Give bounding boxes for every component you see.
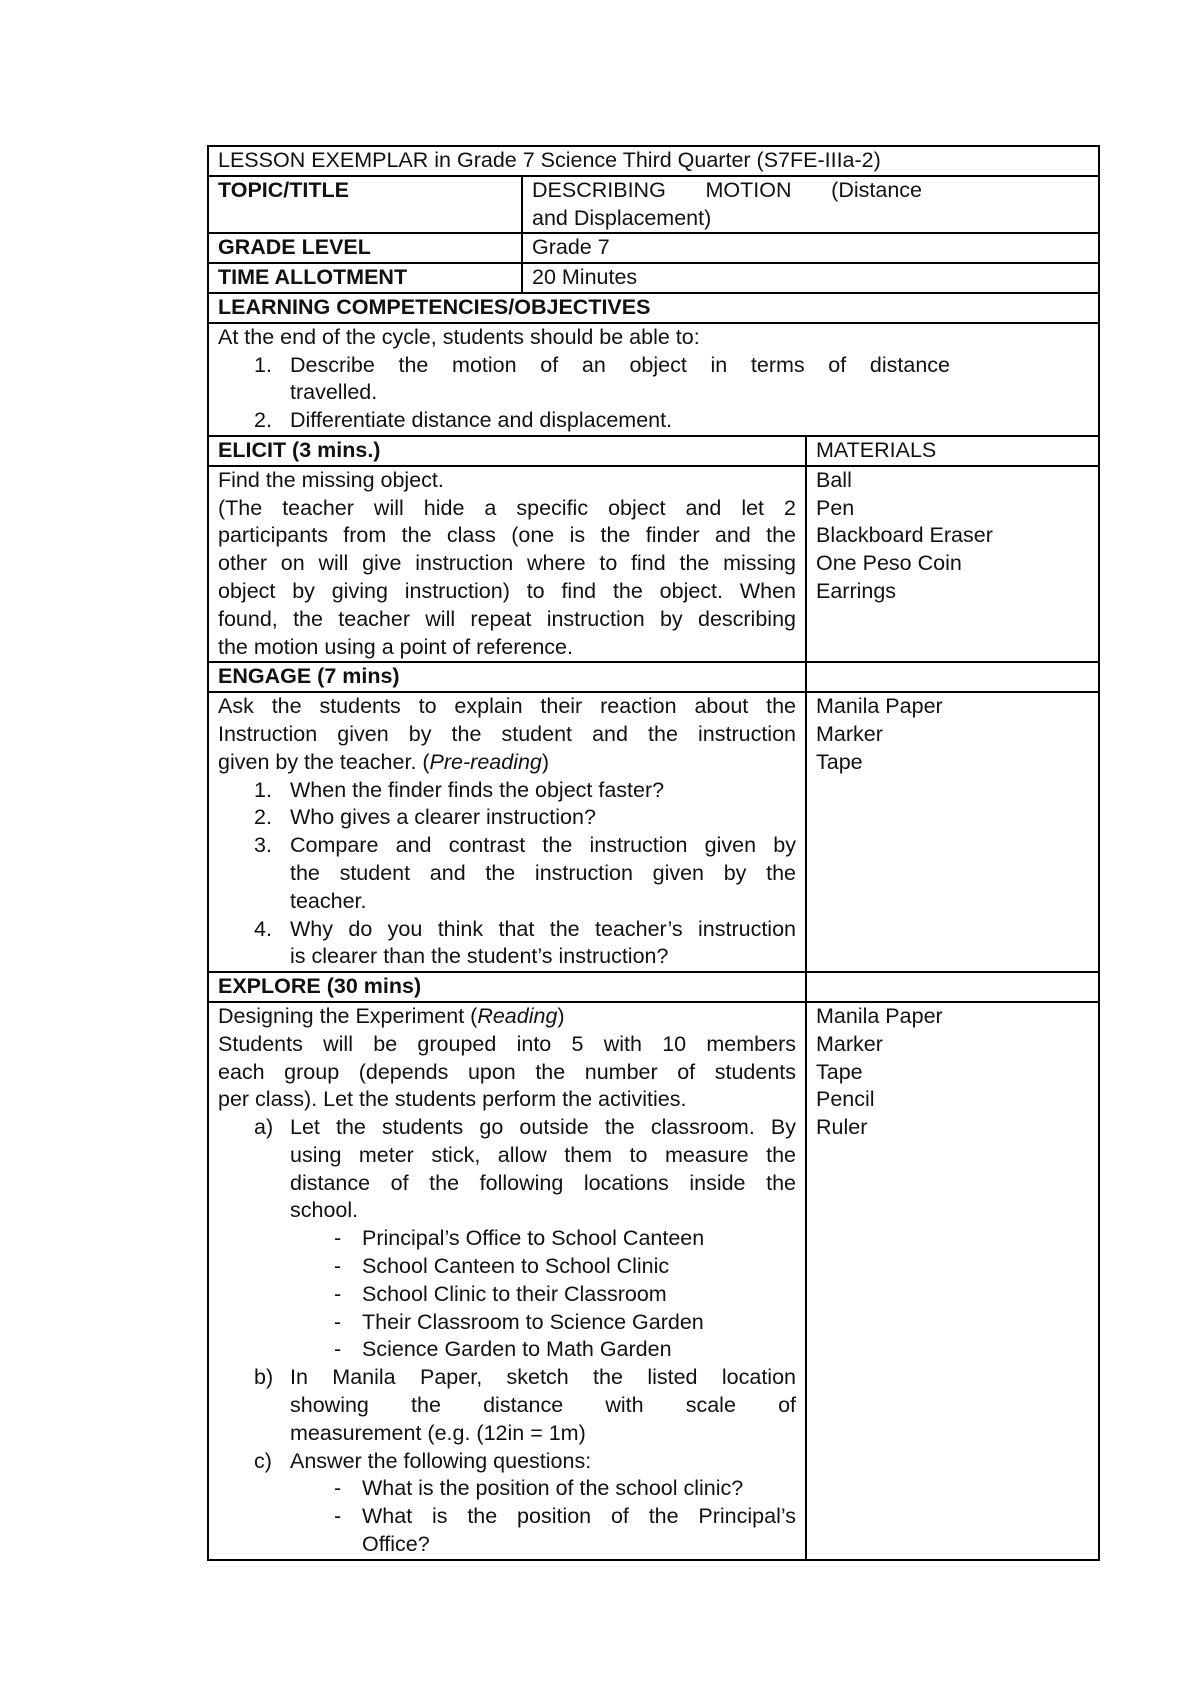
competencies-body-row — [208, 323, 1099, 436]
question-item: - What is the position of the school clinic? — [334, 1476, 744, 1501]
step-marker: b) — [254, 1365, 274, 1390]
grade-label: GRADE LEVEL — [208, 233, 522, 263]
topic-line-2: and Displacement) — [532, 205, 712, 230]
grade-row — [208, 233, 1099, 263]
objective-item — [218, 407, 1089, 435]
route-item: - Science Garden to Math Garden — [334, 1337, 672, 1362]
question-item — [218, 777, 796, 805]
engage-heading-blank — [806, 662, 1099, 692]
competencies-heading-row — [208, 293, 1099, 323]
route-item: - School Clinic to their Classroom — [334, 1281, 667, 1306]
reading-label: Reading — [477, 1003, 558, 1028]
step-line: Let the students go outside the classroom. By — [290, 1115, 796, 1140]
step-line: distance of the following locations inside the — [290, 1170, 796, 1195]
material-item: Manila Paper — [816, 1003, 943, 1028]
engage-activity — [208, 692, 806, 972]
topic-line-1: DESCRIBING MOTION (Distance — [532, 177, 922, 202]
competencies-body — [208, 323, 1099, 436]
route-item: - Their Classroom to Science Garden — [334, 1309, 704, 1334]
elicit-line: found, the teacher will repeat instruction by describing — [218, 606, 796, 631]
question-item — [218, 832, 796, 915]
materials-heading: MATERIALS — [806, 436, 1099, 466]
step-a — [218, 1114, 796, 1225]
explore-title: Designing the Experiment (Reading) — [218, 1003, 565, 1028]
explore-activity — [208, 1002, 806, 1560]
objective-line: Differentiate distance and displacement. — [290, 408, 673, 433]
document-title: LESSON EXEMPLAR in Grade 7 Science Third Quarter (S7FE-IIIa-2) — [208, 146, 1099, 176]
topic-label: TOPIC/TITLE — [208, 176, 522, 234]
step-marker: a) — [254, 1115, 274, 1140]
material-item: Ruler — [816, 1115, 868, 1140]
step-line: measurement (e.g. (12in = 1m) — [290, 1420, 586, 1445]
material-item: Marker — [816, 1031, 883, 1056]
step-line: showing the distance with scale of — [290, 1393, 796, 1418]
material-item: Pen — [816, 495, 855, 520]
lesson-exemplar-document — [207, 145, 1098, 1561]
elicit-line: (The teacher will hide a specific object and let 2 — [218, 495, 796, 520]
engage-line: Instruction given by the student and the instruction — [218, 721, 796, 746]
time-label: TIME ALLOTMENT — [208, 263, 522, 293]
explore-body-row — [208, 1002, 1099, 1560]
elicit-title: Find the missing object. — [218, 467, 444, 492]
question-text: is clearer than the student’s instruction? — [290, 944, 669, 969]
step-line: Answer the following questions: — [290, 1448, 592, 1473]
time-row — [208, 263, 1099, 293]
question-text: teacher. — [290, 888, 367, 913]
route-item: - School Canteen to School Clinic — [334, 1254, 670, 1279]
material-item: Earrings — [816, 578, 897, 603]
objective-item — [218, 352, 1089, 408]
step-marker: c) — [254, 1448, 272, 1473]
question-text: Why do you think that the teacher’s instruction — [290, 916, 796, 941]
grade-value: Grade 7 — [522, 233, 1099, 263]
route-item: - Principal’s Office to School Canteen — [334, 1226, 705, 1251]
question-text: the student and the instruction given by the — [290, 860, 796, 885]
topic-value — [522, 176, 1099, 234]
elicit-line: participants from the class (one is the finder and the — [218, 523, 796, 548]
question-item: - What is the position of the Principal’s Office? — [334, 1504, 796, 1557]
explore-line: Students will be grouped into 5 with 10 members — [218, 1031, 796, 1056]
explore-heading-row — [208, 972, 1099, 1002]
engage-heading-row — [208, 662, 1099, 692]
question-number: 3. — [254, 833, 272, 858]
elicit-line: the motion using a point of reference. — [218, 634, 573, 659]
question-item — [218, 916, 796, 972]
explore-heading-blank — [806, 972, 1099, 1002]
competencies-heading: LEARNING COMPETENCIES/OBJECTIVES — [208, 293, 1099, 323]
step-line: using meter stick, allow them to measure the — [290, 1142, 796, 1167]
elicit-materials — [806, 466, 1099, 663]
step-line: In Manila Paper, sketch the listed location — [290, 1365, 796, 1390]
step-c — [218, 1448, 796, 1476]
question-number: 2. — [254, 805, 272, 830]
elicit-line: object by giving instruction) to find the object. When — [218, 578, 796, 603]
question-number: 4. — [254, 916, 272, 941]
elicit-heading: ELICIT (3 mins.) — [208, 436, 806, 466]
step-line: school. — [290, 1198, 359, 1223]
topic-row — [208, 176, 1099, 234]
material-item: One Peso Coin — [816, 551, 962, 576]
question-text: When the finder finds the object faster? — [290, 777, 665, 802]
engage-body-row — [208, 692, 1099, 972]
pre-reading-label: Pre-reading — [429, 749, 542, 774]
elicit-line: other on will give instruction where to find the missing — [218, 551, 796, 576]
engage-line: given by the teacher. (Pre-reading) — [218, 749, 550, 774]
elicit-heading-row — [208, 436, 1099, 466]
elicit-activity — [208, 466, 806, 663]
explore-line: per class). Let the students perform the activities. — [218, 1087, 687, 1112]
objective-line: Describe the motion of an object in terms of distance — [290, 352, 950, 377]
engage-line: Ask the students to explain their reaction about the — [218, 694, 796, 719]
engage-heading: ENGAGE (7 mins) — [208, 662, 806, 692]
objective-line: travelled. — [290, 380, 378, 405]
question-text: Who gives a clearer instruction? — [290, 805, 596, 830]
explore-heading: EXPLORE (30 mins) — [208, 972, 806, 1002]
header-row — [208, 146, 1099, 176]
objective-number: 2. — [254, 408, 272, 433]
question-number: 1. — [254, 777, 272, 802]
question-text: Compare and contrast the instruction given by — [290, 833, 796, 858]
material-item: Tape — [816, 749, 863, 774]
material-item: Manila Paper — [816, 694, 943, 719]
material-item: Pencil — [816, 1087, 875, 1112]
material-item: Blackboard Eraser — [816, 523, 993, 548]
engage-materials — [806, 692, 1099, 972]
step-b — [218, 1364, 796, 1447]
competencies-intro: At the end of the cycle, students should be able to: — [218, 324, 700, 349]
explore-materials — [806, 1002, 1099, 1560]
elicit-body-row — [208, 466, 1099, 663]
lesson-table — [207, 145, 1100, 1561]
explore-line: each group (depends upon the number of students — [218, 1059, 796, 1084]
material-item: Ball — [816, 467, 852, 492]
material-item: Marker — [816, 721, 883, 746]
question-item — [218, 804, 796, 832]
time-value: 20 Minutes — [522, 263, 1099, 293]
objective-number: 1. — [254, 352, 272, 377]
material-item: Tape — [816, 1059, 863, 1084]
